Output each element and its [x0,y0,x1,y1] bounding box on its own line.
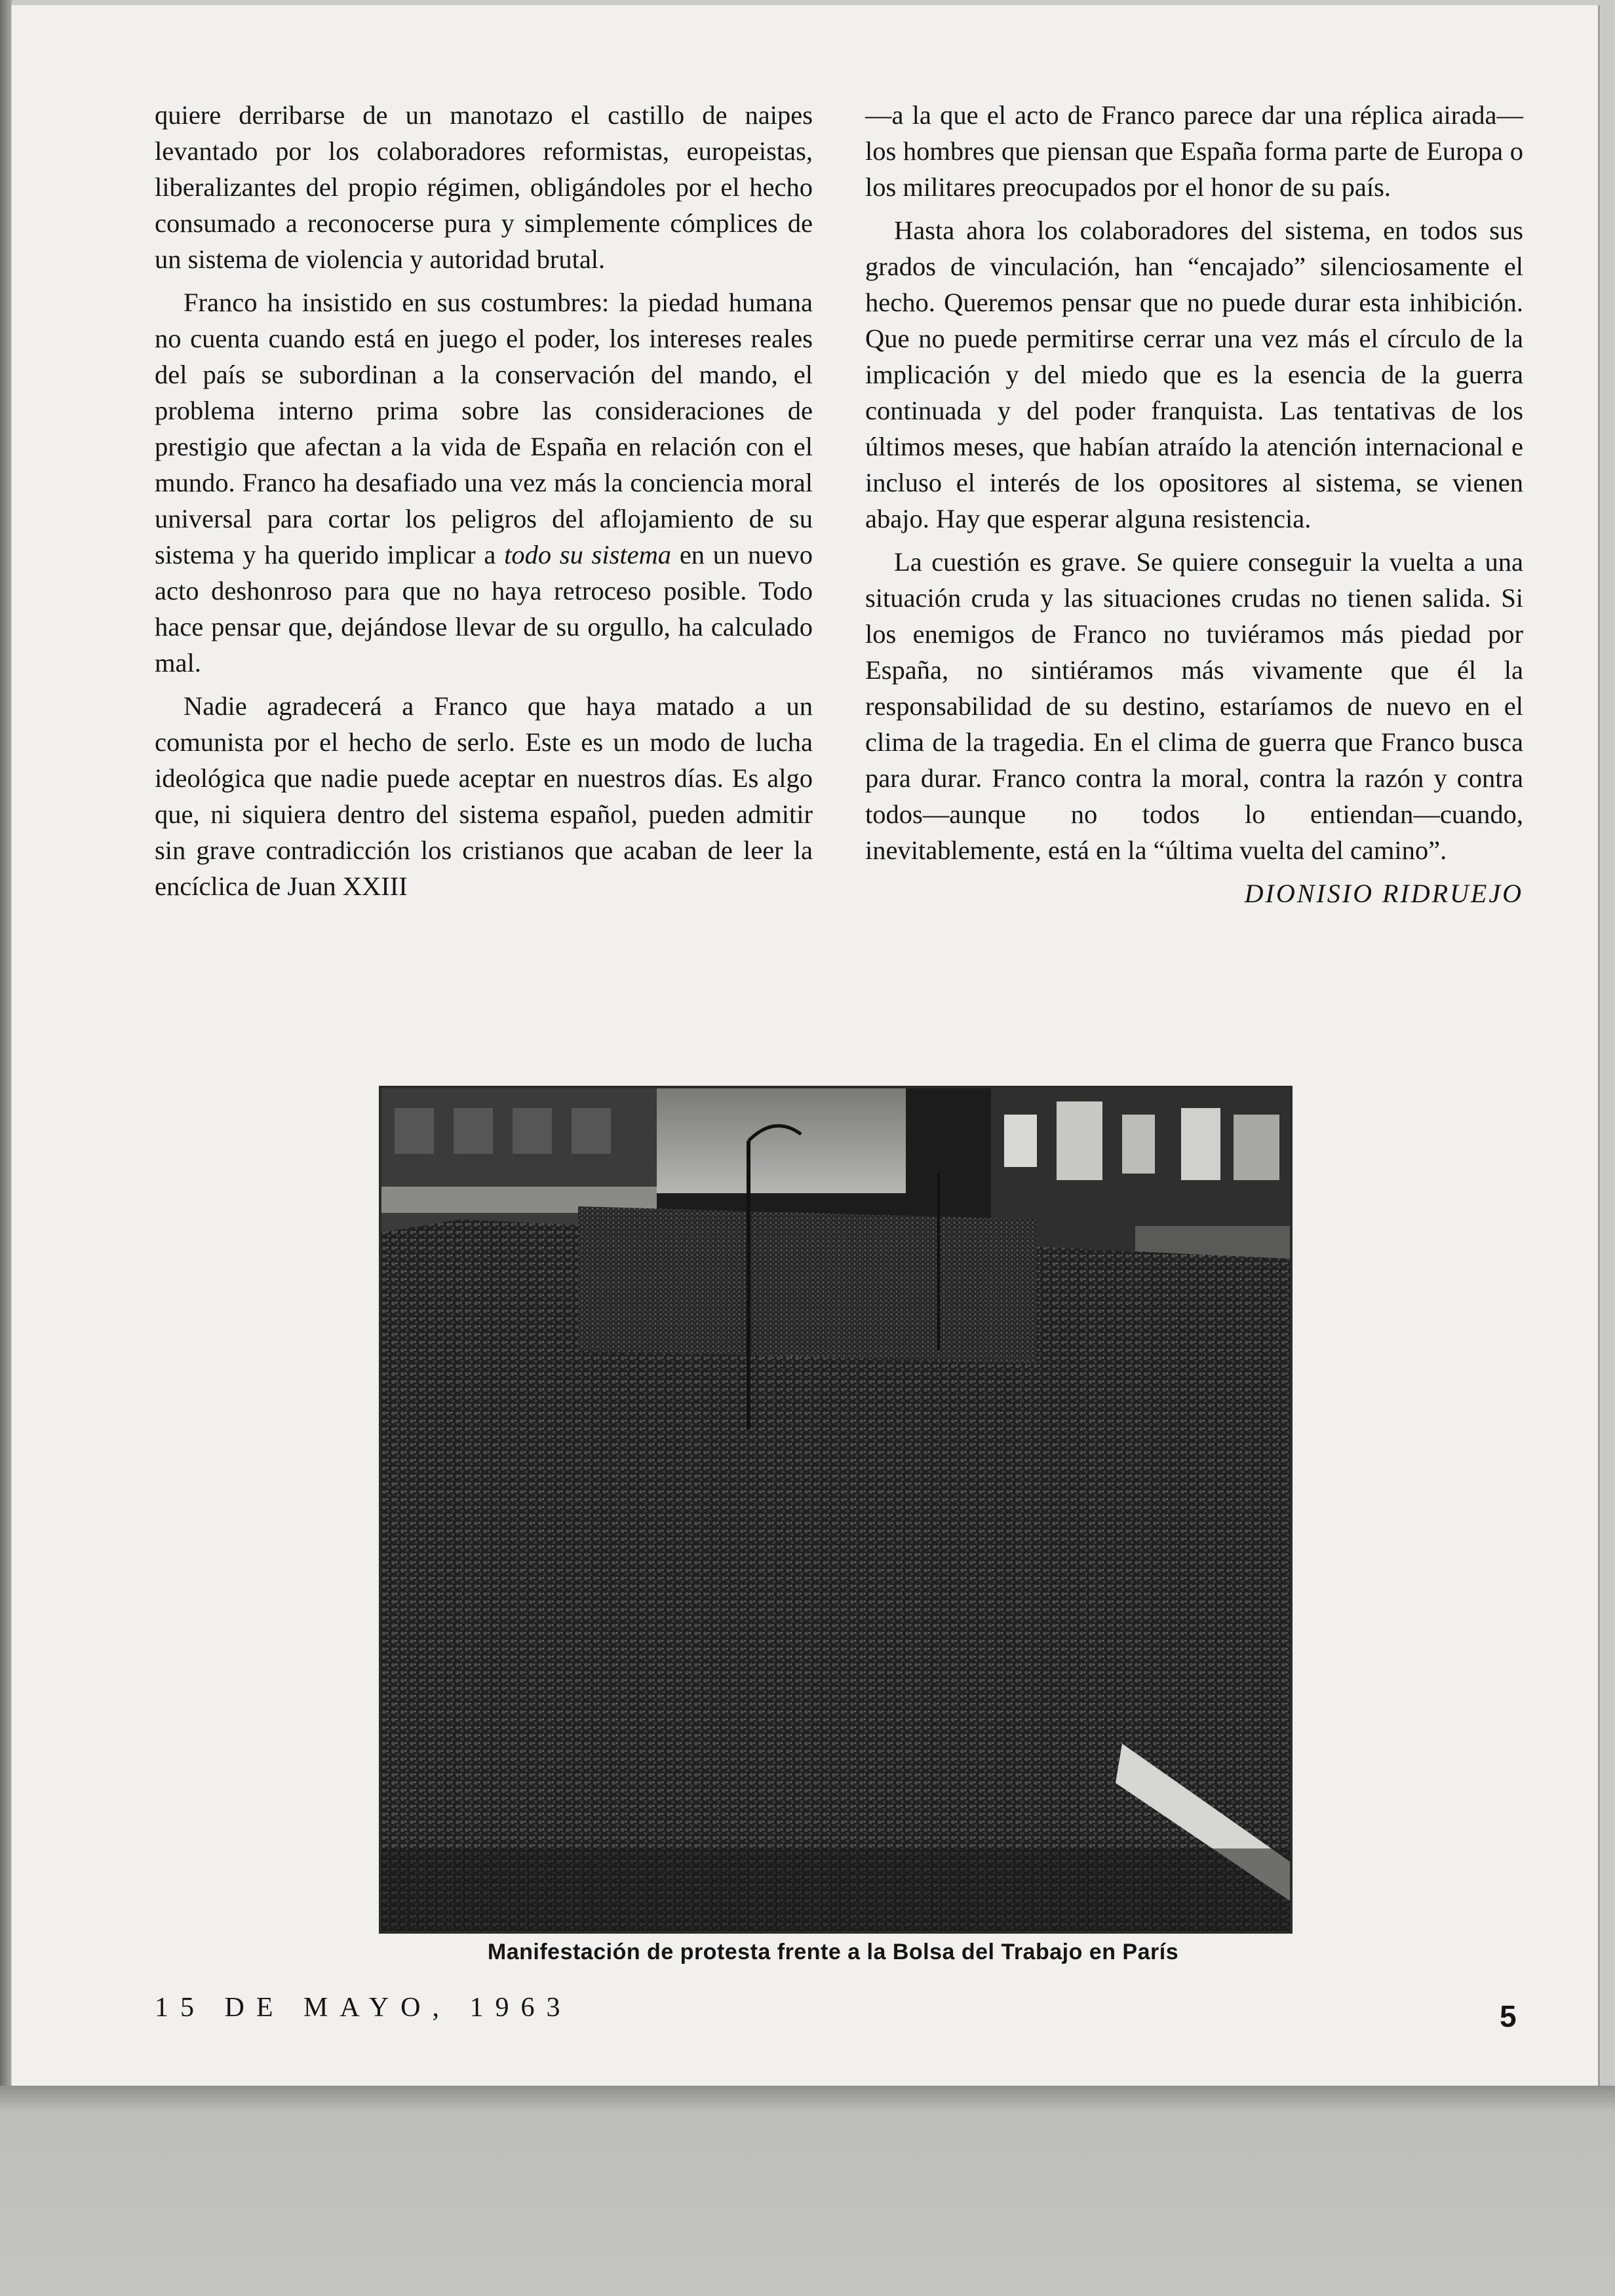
right-paragraph-3: La cuestión es grave. Se quiere conseguir la vuelta a una situación cruda y las situaciones crudas no tienen salida. Si los enemigos de Franco no tuviéramos más piedad por España, no sintiéramos más vivamente que él la responsabilidad de su destino, estaríamos de nuevo en el clima de la tragedia. En el clima de guerra que Franco busca para durar. Franco contra la moral, contra la razón y contra todos—aunque no todos lo entiendan—cuando, inevitablemente, está en la “última vuelta del camino”. [865,547,1523,865]
right-paragraph-1: —a la que el acto de Franco parece dar una réplica airada—los hombres que piensan que España forma parte de Europa o los militares preocupados por el honor de su país. [865,100,1523,202]
left-paragraph-2-end: en un nuevo acto deshonroso para que no haya retroceso posible. Todo hace pensar que, dejándose llevar de su orgullo, ha calculado mal. [155,540,813,678]
left-paragraph-1: quiere derribarse de un manotazo el castillo de naipes levantado por los colaboradores reformistas, europeistas, liberalizantes del propio régimen, obligándoles por el hecho consumado a reconocerse pura y simplemente cómplices de un sistema de violencia y autoridad brutal. [155,100,813,274]
crowd-photo-illustration [381,1088,1290,1931]
left-paragraph-3: Nadie agradecerá a Franco que haya matado a un comunista por el hecho de serlo. Este es un modo de lucha ideológica que nadie puede aceptar en nuestros días. Es algo que, ni siquiera dentro del sistema español, pueden admitir sin grave contradicción los cristianos que acaban de leer la encíclica de Juan XXIII [155,691,813,901]
left-column [155,97,813,911]
magazine-spine [0,0,12,2296]
photo-caption: Manifestación de protesta frente a la Bolsa del Trabajo en París [487,1940,1179,1964]
protest-photo [379,1086,1293,1934]
page-edge-shadow [0,2086,1615,2296]
issue-date: 15 DE MAYO, 1963 [155,1993,572,2023]
author-signature: DIONISIO RIDRUEJO [1244,879,1523,908]
left-paragraph-2 [155,284,813,681]
right-paragraph-2: Hasta ahora los colaboradores del sistema, en todos sus grados de vinculación, han “encajado” silenciosamente el hecho. Queremos pensar que no puede durar esta inhibición. Que no puede permitirse cerrar una vez más el círculo de la implicación y del miedo que es la esencia de la guerra continuada y del poder franquista. Las tentativas de los últimos meses, que habían atraído la atención internacional e incluso el interés de los opositores al sistema, se vienen abajo. Hay que esperar alguna resistencia. [865,216,1523,533]
left-paragraph-2-text: Franco ha insistido en sus costumbres: la piedad humana no cuenta cuando está en juego el poder, los intereses reales del país se subordinan a la conservación del mando, el problema interno prima sobre las consideraciones de prestigio que afectan a la vida de España en relación con el mundo. Franco ha desafiado una vez más la conciencia moral universal para cortar los peligros del aflojamiento de su sistema y ha querido implicar a [155,288,813,569]
page-number: 5 [1500,1999,1517,2033]
right-column [865,97,1523,911]
left-paragraph-2-emphasis: todo su sistema [504,540,672,569]
